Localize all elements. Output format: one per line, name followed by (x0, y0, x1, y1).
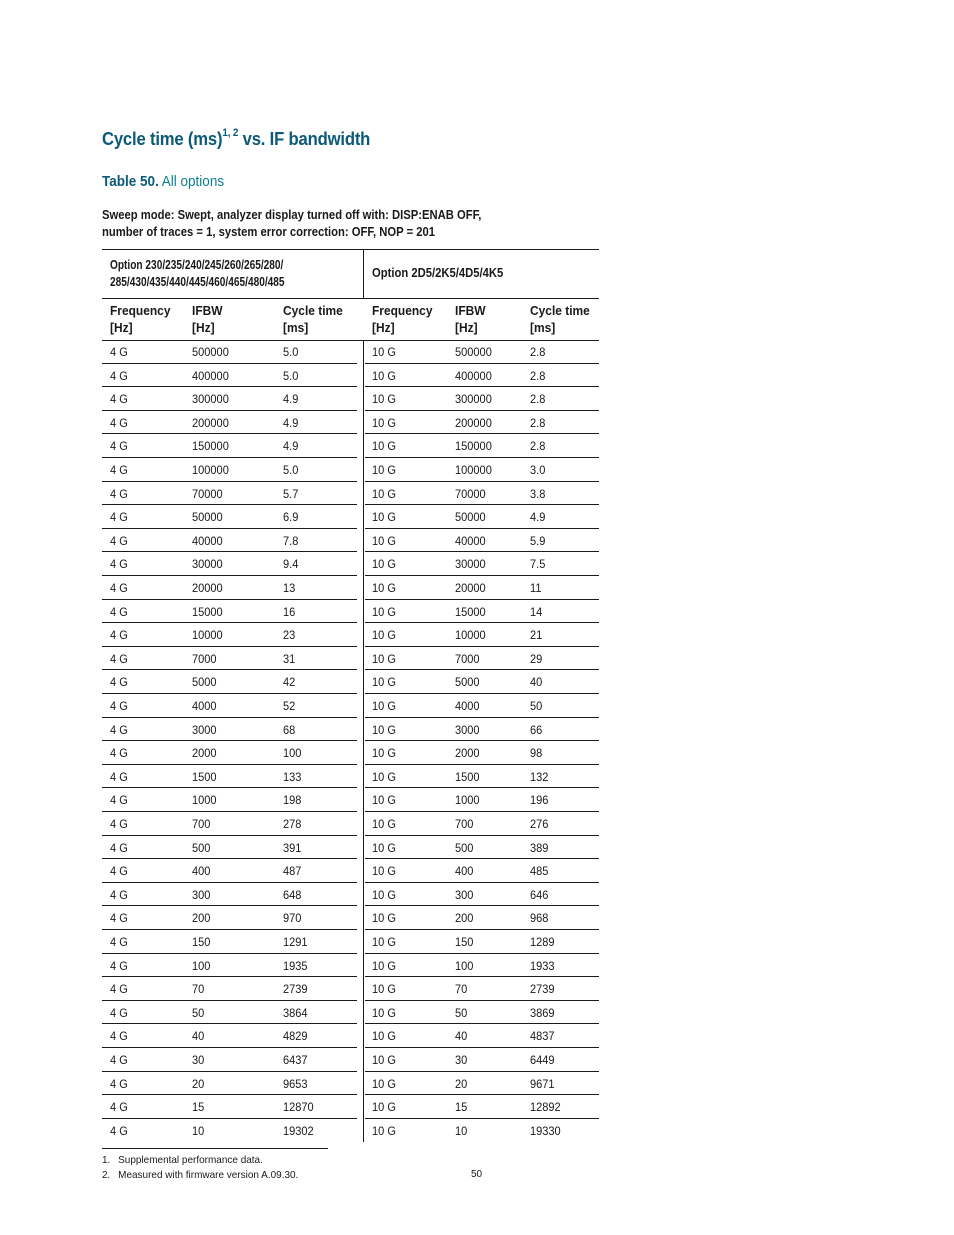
cell-frequency-right: 10 G (372, 439, 396, 454)
cell-cycle-time-left: 31 (283, 651, 296, 666)
cell-cycle-time-left: 12870 (283, 1100, 314, 1115)
cell-frequency-right: 10 G (372, 368, 396, 383)
cell-ifbw-left: 10 (192, 1123, 205, 1138)
cell-ifbw-right: 7000 (455, 651, 480, 666)
cell-frequency-left: 4 G (110, 628, 128, 643)
cell-frequency-right: 10 G (372, 415, 396, 430)
cell-ifbw-right: 2000 (455, 746, 480, 761)
cell-cycle-time-left: 5.0 (283, 463, 299, 477)
cell-frequency-left: 4 G (110, 864, 128, 879)
cell-ifbw-left: 50000 (192, 510, 223, 525)
table-row (102, 647, 599, 671)
cell-ifbw-left: 150 (192, 935, 211, 949)
cell-ifbw-left: 1000 (192, 793, 217, 808)
cell-cycle-time-left: 5.0 (283, 368, 299, 383)
cell-frequency-right: 10 G (372, 1100, 396, 1115)
cell-cycle-time-right: 1933 (530, 958, 555, 973)
cell-frequency-right: 10 G (372, 510, 396, 525)
table-row (102, 364, 599, 388)
cell-cycle-time-right: 3.8 (530, 486, 546, 501)
cell-frequency-left: 4 G (110, 1123, 128, 1138)
table-row (102, 977, 599, 1001)
cell-cycle-time-right: 19330 (530, 1123, 561, 1138)
cell-ifbw-right: 4000 (455, 699, 480, 713)
col-header-ifbw-left: IFBW [Hz] (192, 303, 223, 335)
cell-ifbw-right: 300 (455, 887, 474, 902)
table-row (102, 883, 599, 907)
cell-frequency-left: 4 G (110, 486, 128, 501)
cell-ifbw-left: 30000 (192, 557, 223, 572)
cell-ifbw-right: 200 (455, 911, 474, 926)
title-rest: vs. IF bandwidth (238, 128, 371, 149)
cell-cycle-time-right: 11 (530, 581, 542, 595)
table-row (102, 930, 599, 954)
cell-frequency-left: 4 G (110, 1100, 128, 1115)
cell-frequency-right: 10 G (372, 1123, 396, 1138)
table-caption (102, 173, 224, 190)
cell-ifbw-left: 40000 (192, 533, 223, 548)
cell-cycle-time-right: 276 (530, 817, 549, 831)
cell-frequency-left: 4 G (110, 817, 128, 831)
cell-frequency-right: 10 G (372, 982, 396, 997)
table-row (102, 765, 599, 789)
cell-ifbw-left: 20000 (192, 581, 223, 595)
cell-ifbw-left: 3000 (192, 722, 217, 737)
cell-frequency-right: 10 G (372, 1053, 396, 1067)
cell-cycle-time-right: 3869 (530, 1005, 555, 1020)
cell-frequency-right: 10 G (372, 958, 396, 973)
cell-ifbw-left: 15 (192, 1100, 205, 1115)
cell-cycle-time-left: 2739 (283, 982, 308, 997)
cell-frequency-left: 4 G (110, 722, 128, 737)
cell-cycle-time-left: 391 (283, 840, 302, 855)
cell-frequency-right: 10 G (372, 840, 396, 855)
cell-cycle-time-left: 133 (283, 769, 302, 784)
cell-ifbw-left: 400 (192, 864, 211, 879)
cell-cycle-time-right: 4.9 (530, 510, 546, 525)
group-header-rule (102, 298, 599, 299)
cell-cycle-time-right: 98 (530, 746, 543, 761)
cell-ifbw-left: 500 (192, 840, 211, 855)
sweep-mode-line-1: Sweep mode: Swept, analyzer display turned off with: DISP:ENAB OFF, (102, 208, 482, 222)
table-row (102, 505, 599, 529)
cell-ifbw-right: 50000 (455, 510, 486, 525)
cell-ifbw-left: 100000 (192, 463, 229, 477)
cell-ifbw-right: 20000 (455, 581, 486, 595)
cell-cycle-time-right: 66 (530, 722, 543, 737)
cell-frequency-left: 4 G (110, 793, 128, 808)
cell-frequency-left: 4 G (110, 982, 128, 997)
cell-cycle-time-right: 646 (530, 887, 549, 902)
cell-cycle-time-left: 42 (283, 675, 296, 690)
cell-cycle-time-right: 389 (530, 840, 549, 855)
cell-ifbw-right: 70 (455, 982, 468, 997)
cell-ifbw-left: 70 (192, 982, 205, 997)
cell-frequency-left: 4 G (110, 439, 128, 454)
cell-cycle-time-left: 198 (283, 793, 302, 808)
table-row (102, 1024, 599, 1048)
cell-cycle-time-right: 485 (530, 864, 549, 879)
cell-frequency-left: 4 G (110, 651, 128, 666)
cell-ifbw-right: 300000 (455, 392, 492, 407)
table-row (102, 670, 599, 694)
table-row (102, 458, 599, 482)
cell-ifbw-left: 5000 (192, 675, 217, 690)
cell-frequency-right: 10 G (372, 675, 396, 690)
cell-cycle-time-left: 1291 (283, 935, 308, 949)
footnote-2: 2. Measured with firmware version A.09.30. (102, 1169, 299, 1181)
table-row (102, 718, 599, 742)
cell-cycle-time-left: 13 (283, 581, 296, 595)
table-row (102, 1119, 599, 1143)
cell-ifbw-left: 20 (192, 1076, 205, 1091)
cell-ifbw-left: 300000 (192, 392, 229, 407)
cell-cycle-time-right: 14 (530, 604, 543, 619)
cell-ifbw-right: 70000 (455, 486, 486, 501)
table-row (102, 411, 599, 435)
cell-frequency-right: 10 G (372, 486, 396, 501)
sweep-mode-line-2: number of traces = 1, system error correction: OFF, NOP = 201 (102, 225, 436, 239)
cell-frequency-left: 4 G (110, 1076, 128, 1091)
cell-frequency-right: 10 G (372, 699, 396, 713)
cell-frequency-right: 10 G (372, 581, 396, 595)
cell-cycle-time-right: 21 (530, 628, 543, 643)
cell-frequency-right: 10 G (372, 793, 396, 808)
col-header-cycle-time-right: Cycle time [ms] (530, 303, 590, 335)
cell-ifbw-right: 150000 (455, 439, 492, 454)
cell-frequency-left: 4 G (110, 1005, 128, 1020)
cell-cycle-time-left: 19302 (283, 1123, 314, 1138)
cell-cycle-time-left: 278 (283, 817, 302, 831)
footnote-rule (102, 1148, 328, 1149)
cell-cycle-time-right: 2.8 (530, 392, 546, 407)
cell-ifbw-left: 150000 (192, 439, 229, 454)
cell-cycle-time-right: 4837 (530, 1029, 555, 1044)
cell-cycle-time-right: 3.0 (530, 463, 546, 477)
cell-frequency-right: 10 G (372, 557, 396, 572)
cell-ifbw-right: 150 (455, 935, 474, 949)
cell-frequency-left: 4 G (110, 887, 128, 902)
table-row (102, 1095, 599, 1119)
cell-cycle-time-left: 5.0 (283, 345, 299, 359)
cell-cycle-time-left: 648 (283, 887, 302, 902)
cell-cycle-time-left: 7.8 (283, 533, 299, 548)
cell-cycle-time-right: 1289 (530, 935, 555, 949)
cell-cycle-time-left: 487 (283, 864, 302, 879)
cell-cycle-time-left: 4.9 (283, 392, 299, 407)
cell-ifbw-left: 1500 (192, 769, 217, 784)
col-header-frequency-right: Frequency [Hz] (372, 303, 433, 335)
cell-cycle-time-left: 6.9 (283, 510, 299, 525)
cell-frequency-right: 10 G (372, 864, 396, 879)
cell-ifbw-left: 200 (192, 911, 211, 926)
title-main: Cycle time (ms) (102, 128, 223, 149)
cell-frequency-left: 4 G (110, 958, 128, 973)
cell-frequency-left: 4 G (110, 368, 128, 383)
page-number: 50 (471, 1169, 483, 1180)
cell-ifbw-right: 10000 (455, 628, 486, 643)
col-header-cycle-time-left: Cycle time [ms] (283, 303, 343, 335)
cell-cycle-time-right: 40 (530, 675, 543, 690)
cell-frequency-left: 4 G (110, 581, 128, 595)
col-header-frequency-left: Frequency [Hz] (110, 303, 171, 335)
cell-ifbw-right: 15 (455, 1100, 468, 1115)
cell-frequency-left: 4 G (110, 675, 128, 690)
cell-ifbw-left: 100 (192, 958, 211, 973)
cell-frequency-left: 4 G (110, 463, 128, 477)
cell-frequency-right: 10 G (372, 887, 396, 902)
cell-cycle-time-left: 100 (283, 746, 302, 761)
table-row (102, 906, 599, 930)
group-header-right (363, 249, 599, 298)
cell-ifbw-left: 300 (192, 887, 211, 902)
cell-cycle-time-left: 16 (283, 604, 296, 619)
group-header-left (102, 249, 363, 298)
table-row (102, 434, 599, 458)
col-header-ifbw-right: IFBW [Hz] (455, 303, 486, 335)
cell-cycle-time-right: 132 (530, 769, 549, 784)
table-row (102, 482, 599, 506)
cell-cycle-time-right: 2739 (530, 982, 555, 997)
cell-ifbw-right: 40 (455, 1029, 468, 1044)
cell-frequency-left: 4 G (110, 533, 128, 548)
cell-frequency-right: 10 G (372, 463, 396, 477)
cell-frequency-right: 10 G (372, 769, 396, 784)
cell-ifbw-right: 1500 (455, 769, 480, 784)
cell-cycle-time-right: 6449 (530, 1053, 555, 1067)
table-row (102, 623, 599, 647)
cell-cycle-time-left: 4829 (283, 1029, 308, 1044)
cell-ifbw-right: 15000 (455, 604, 486, 619)
cell-frequency-left: 4 G (110, 415, 128, 430)
table-row (102, 552, 599, 576)
cell-ifbw-left: 500000 (192, 345, 229, 359)
table-row (102, 954, 599, 978)
cell-frequency-right: 10 G (372, 533, 396, 548)
cell-cycle-time-left: 68 (283, 722, 296, 737)
cell-frequency-left: 4 G (110, 510, 128, 525)
cell-ifbw-left: 50 (192, 1005, 205, 1020)
cell-ifbw-right: 10 (455, 1123, 468, 1138)
sweep-mode-note (102, 207, 516, 241)
cell-ifbw-left: 2000 (192, 746, 217, 761)
cell-frequency-left: 4 G (110, 392, 128, 407)
cell-frequency-left: 4 G (110, 699, 128, 713)
table-row (102, 576, 599, 600)
cell-cycle-time-left: 970 (283, 911, 302, 926)
cell-cycle-time-right: 2.8 (530, 415, 546, 430)
cell-frequency-right: 10 G (372, 722, 396, 737)
cell-ifbw-right: 40000 (455, 533, 486, 548)
table-row (102, 741, 599, 765)
table-row (102, 812, 599, 836)
cell-cycle-time-left: 9.4 (283, 557, 299, 572)
group-left-line-1: Option 230/235/240/245/260/265/280/ (110, 257, 284, 272)
table-row (102, 600, 599, 624)
cell-frequency-left: 4 G (110, 840, 128, 855)
table-row (102, 1072, 599, 1096)
cell-cycle-time-right: 50 (530, 699, 543, 713)
cell-cycle-time-right: 968 (530, 911, 549, 926)
table-row (102, 1001, 599, 1025)
table-row (102, 788, 599, 812)
cell-cycle-time-right: 5.9 (530, 533, 546, 548)
table-row (102, 387, 599, 411)
cell-ifbw-left: 400000 (192, 368, 229, 383)
cell-cycle-time-left: 23 (283, 628, 296, 643)
table-caption-label: Table 50. (102, 173, 159, 190)
cell-ifbw-left: 200000 (192, 415, 229, 430)
cell-ifbw-right: 400 (455, 864, 474, 879)
group-left-line-2: 285/430/435/440/445/460/465/480/485 (110, 274, 285, 289)
table-row (102, 1048, 599, 1072)
cell-ifbw-right: 3000 (455, 722, 480, 737)
cell-frequency-right: 10 G (372, 392, 396, 407)
cell-ifbw-left: 70000 (192, 486, 223, 501)
cell-cycle-time-left: 3864 (283, 1005, 308, 1020)
cell-frequency-left: 4 G (110, 345, 128, 359)
cell-frequency-right: 10 G (372, 651, 396, 666)
cell-frequency-right: 10 G (372, 746, 396, 761)
page-title (102, 128, 370, 150)
cell-frequency-right: 10 G (372, 1029, 396, 1044)
cell-frequency-right: 10 G (372, 817, 396, 831)
cell-frequency-right: 10 G (372, 604, 396, 619)
cell-frequency-right: 10 G (372, 1076, 396, 1091)
table-caption-text: All options (158, 173, 225, 190)
cell-frequency-left: 4 G (110, 1029, 128, 1044)
table-row (102, 340, 599, 364)
cell-cycle-time-right: 2.8 (530, 368, 546, 383)
cell-ifbw-left: 7000 (192, 651, 217, 666)
cell-ifbw-left: 700 (192, 817, 211, 831)
cell-cycle-time-right: 29 (530, 651, 543, 666)
cell-cycle-time-left: 1935 (283, 958, 308, 973)
cell-cycle-time-right: 9671 (530, 1076, 555, 1091)
title-footnote-refs: 1, 2 (222, 127, 239, 139)
cell-ifbw-right: 700 (455, 817, 474, 831)
cell-ifbw-right: 100 (455, 958, 474, 973)
cell-cycle-time-right: 2.8 (530, 345, 546, 359)
cell-ifbw-right: 1000 (455, 793, 480, 808)
table-row (102, 694, 599, 718)
cell-cycle-time-left: 9653 (283, 1076, 308, 1091)
cell-frequency-right: 10 G (372, 935, 396, 949)
cell-ifbw-right: 30 (455, 1053, 468, 1067)
cell-ifbw-right: 400000 (455, 368, 492, 383)
cell-cycle-time-left: 4.9 (283, 415, 299, 430)
group-right-line-1: Option 2D5/2K5/4D5/4K5 (372, 266, 504, 280)
cell-ifbw-right: 100000 (455, 463, 492, 477)
cell-frequency-left: 4 G (110, 1053, 128, 1067)
cell-ifbw-right: 30000 (455, 557, 486, 572)
cell-frequency-right: 10 G (372, 1005, 396, 1020)
cell-frequency-right: 10 G (372, 345, 396, 359)
cell-frequency-left: 4 G (110, 604, 128, 619)
cell-cycle-time-right: 12892 (530, 1100, 561, 1115)
table-row (102, 859, 599, 883)
cell-cycle-time-left: 5.7 (283, 486, 299, 501)
table-row (102, 529, 599, 553)
cell-frequency-right: 10 G (372, 911, 396, 926)
cell-ifbw-right: 20 (455, 1076, 468, 1091)
cell-frequency-left: 4 G (110, 935, 128, 949)
cell-ifbw-left: 10000 (192, 628, 223, 643)
cell-frequency-left: 4 G (110, 769, 128, 784)
cell-ifbw-right: 200000 (455, 415, 492, 430)
cell-ifbw-left: 15000 (192, 604, 223, 619)
cell-frequency-left: 4 G (110, 557, 128, 572)
cell-cycle-time-right: 2.8 (530, 439, 546, 454)
cell-ifbw-right: 50 (455, 1005, 468, 1020)
cell-ifbw-left: 30 (192, 1053, 205, 1067)
cell-frequency-right: 10 G (372, 628, 396, 643)
cell-cycle-time-left: 6437 (283, 1053, 308, 1067)
table-row (102, 836, 599, 860)
cell-ifbw-right: 500 (455, 840, 474, 855)
cell-cycle-time-left: 4.9 (283, 439, 299, 454)
cell-ifbw-left: 4000 (192, 699, 217, 713)
cell-ifbw-right: 500000 (455, 345, 492, 359)
cell-cycle-time-right: 196 (530, 793, 549, 808)
cell-cycle-time-left: 52 (283, 699, 296, 713)
cell-frequency-left: 4 G (110, 746, 128, 761)
cell-cycle-time-right: 7.5 (530, 557, 546, 572)
cell-frequency-left: 4 G (110, 911, 128, 926)
footnote-1: 1. Supplemental performance data. (102, 1154, 263, 1166)
cell-ifbw-left: 40 (192, 1029, 205, 1044)
cell-ifbw-right: 5000 (455, 675, 480, 690)
